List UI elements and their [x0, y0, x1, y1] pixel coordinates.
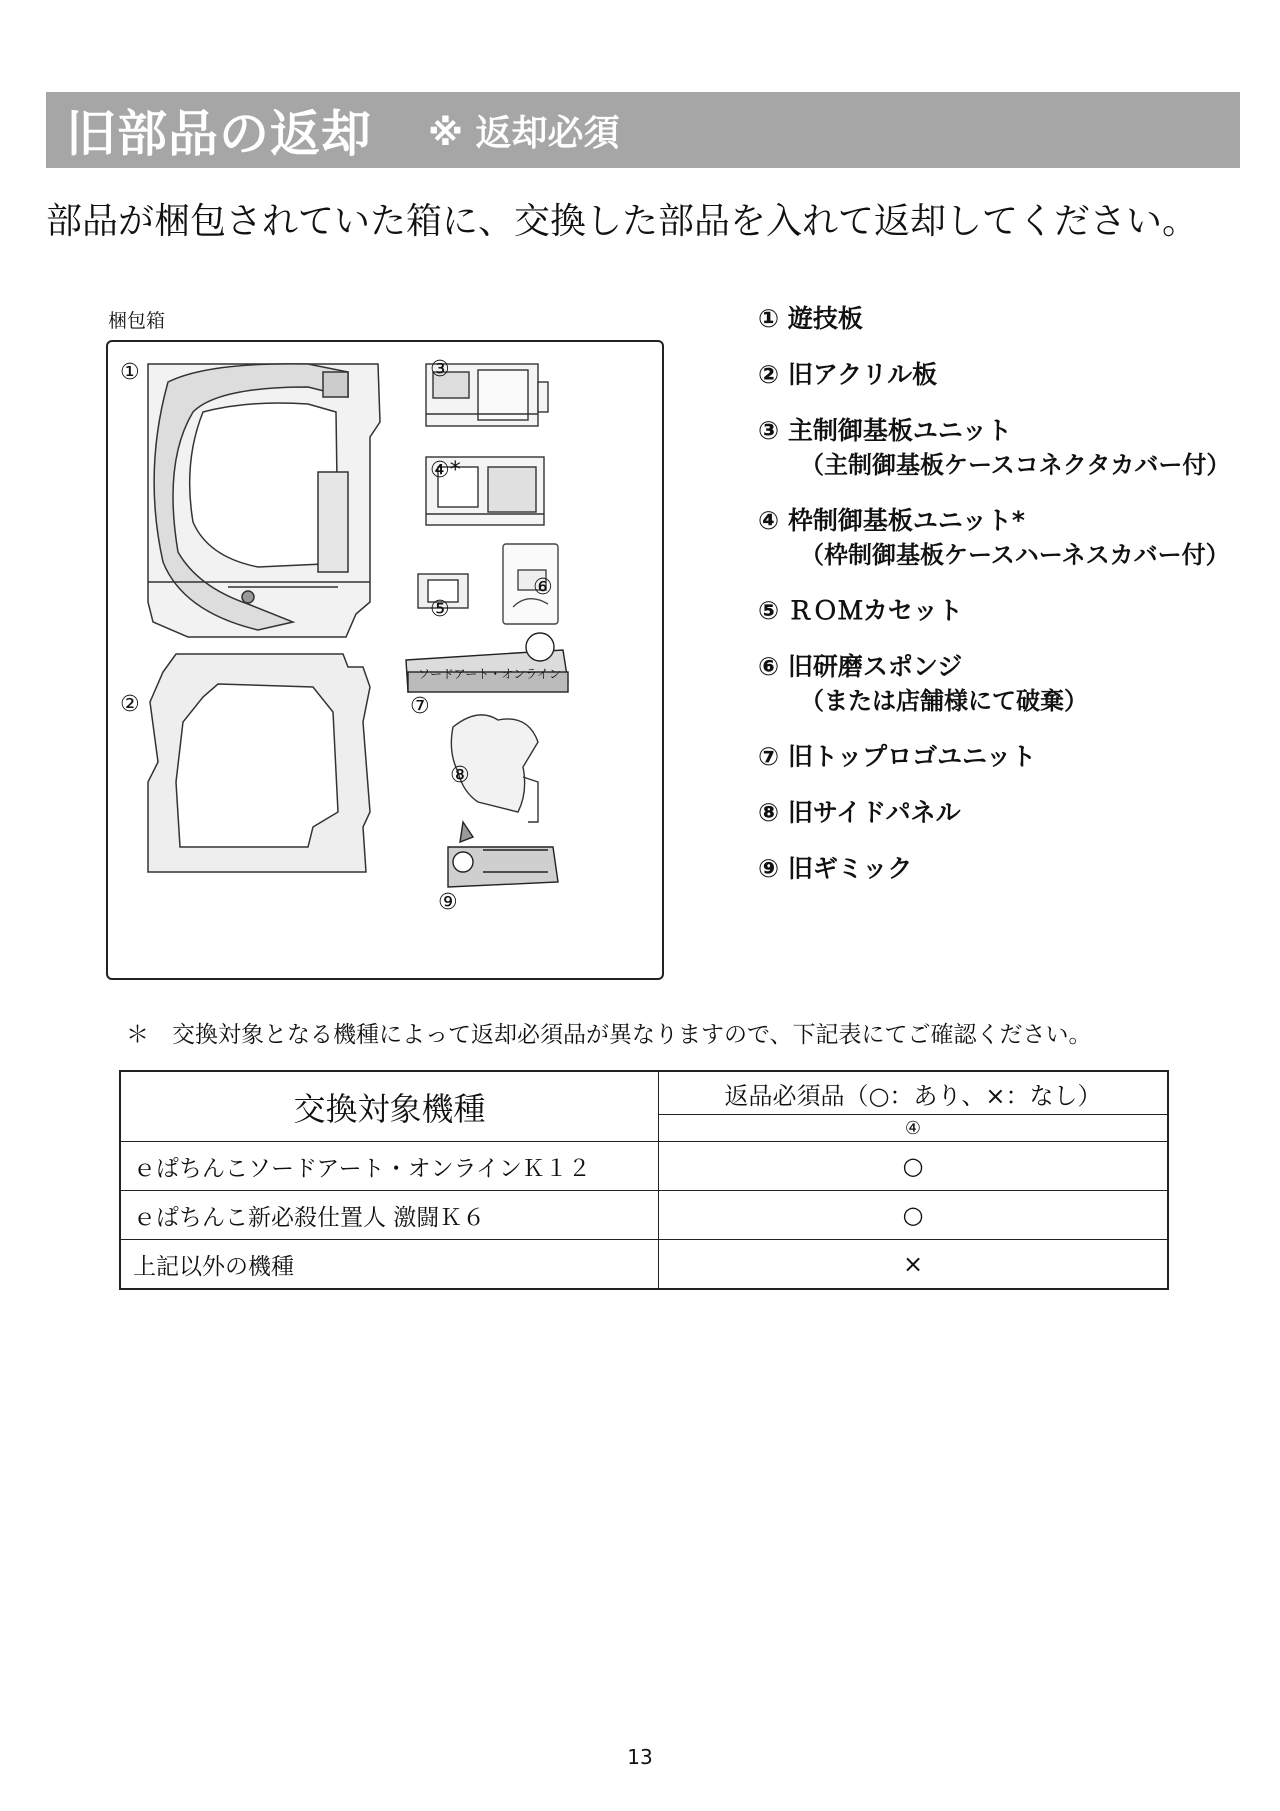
- table-row: ｅぱちんこ新必殺仕置人 激闘Ｋ６ ○: [120, 1191, 1168, 1240]
- acrylic-board-drawing: [148, 654, 370, 872]
- parts-list: [758, 302, 1258, 908]
- parts-list-item: ② 旧アクリル板: [758, 360, 938, 389]
- marker-9: ⑨: [438, 890, 458, 915]
- page-number: 13: [627, 1745, 653, 1769]
- table-row: ｅぱちんこソードアート・オンラインＫ１２ ○: [120, 1142, 1168, 1191]
- table-row: 上記以外の機種 ×: [120, 1240, 1168, 1290]
- packing-box-diagram: [106, 340, 664, 980]
- parts-list-item: ③ 主制御基板ユニット （主制御基板ケースコネクタカバー付）: [758, 416, 1231, 479]
- gimmick-drawing: [448, 822, 558, 887]
- marker-1: ①: [120, 360, 140, 385]
- parts-list-item: ⑨ 旧ギミック: [758, 854, 913, 883]
- marker-3: ③: [430, 357, 450, 382]
- return-requirements-table: [119, 1070, 1169, 1290]
- marker-5: ⑤: [430, 597, 450, 622]
- table-header-model: 交換対象機種: [120, 1071, 659, 1142]
- marker-7: ⑦: [410, 694, 430, 719]
- footnote: ＊ 交換対象となる機種によって返却必須品が異なりますので、下記表にてご確認ください。: [126, 1022, 1092, 1048]
- table-header-column: ④: [659, 1115, 1169, 1142]
- table-header-required: 返品必須品（○：あり、×：なし）: [659, 1071, 1169, 1115]
- marker-2: ②: [120, 692, 140, 717]
- top-logo-unit-drawing: [406, 633, 568, 692]
- parts-list-item: ① 遊技板: [758, 304, 863, 333]
- top-logo-text: ソードアート・オンライン: [418, 667, 561, 681]
- section-title-bar: [46, 92, 1240, 168]
- marker-8: ⑧: [450, 763, 470, 788]
- parts-list-item: ⑧ 旧サイドパネル: [758, 798, 961, 827]
- marker-6: ⑥: [533, 575, 553, 600]
- parts-list-item: ④ 枠制御基板ユニット* （枠制御基板ケースハーネスカバー付）: [758, 506, 1230, 569]
- page-title: 旧部品の返却: [66, 105, 372, 163]
- parts-list-item: ⑤ ＲＯＭカセット: [758, 596, 963, 625]
- parts-list-item: ⑥ 旧研磨スポンジ （または店舗様にて破棄）: [758, 652, 1088, 715]
- required-tag: ※ 返却必須: [428, 112, 620, 154]
- instruction-text: 部品が梱包されていた箱に、交換した部品を入れて返却してください。: [46, 201, 1199, 242]
- parts-list-item: ⑦ 旧トップロゴユニット: [758, 742, 1037, 771]
- game-board-drawing: [148, 364, 380, 637]
- parts-illustration: [108, 342, 661, 977]
- marker-4: ④*: [430, 458, 461, 483]
- box-label: 梱包箱: [108, 310, 166, 332]
